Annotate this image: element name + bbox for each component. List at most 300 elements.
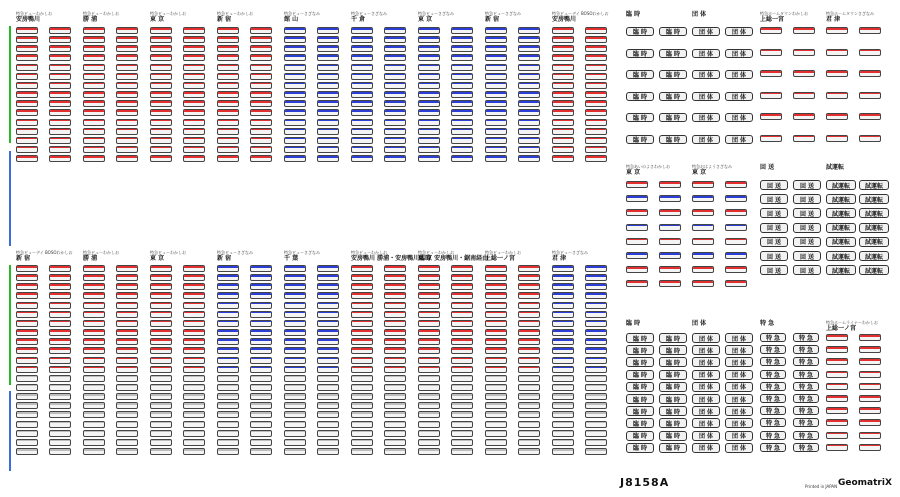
- destination-sticker: [451, 347, 473, 354]
- column-header-destination: 安房鴨川 勝浦・安房鴨川臨時: [351, 255, 432, 262]
- destination-sticker: [384, 439, 406, 446]
- destination-sticker: [284, 411, 306, 418]
- sticker-color-stripe: [184, 28, 204, 30]
- sticker-color-stripe: [251, 129, 271, 131]
- destination-sticker: [183, 128, 205, 135]
- destination-sticker: [760, 70, 782, 77]
- group-sticker: 団 体: [692, 345, 720, 355]
- destination-sticker: [250, 329, 272, 336]
- destination-sticker: [826, 358, 848, 365]
- destination-sticker: [859, 395, 881, 402]
- column-header-subtitle: 特急ビューさざなみ: [485, 11, 521, 16]
- destination-sticker: [859, 346, 881, 353]
- sticker-color-stripe: [586, 147, 606, 149]
- sticker-color-stripe: [419, 376, 439, 378]
- destination-sticker: [518, 155, 540, 162]
- sticker-color-stripe: [586, 303, 606, 305]
- destination-sticker: [585, 265, 607, 272]
- destination-sticker: [384, 302, 406, 309]
- destination-sticker: [317, 100, 339, 107]
- destination-sticker: [552, 347, 574, 354]
- sticker-color-stripe: [519, 74, 539, 76]
- destination-sticker: [552, 421, 574, 428]
- destination-sticker: [150, 27, 172, 34]
- destination-sticker: [859, 432, 881, 439]
- destination-sticker: [585, 384, 607, 391]
- group-sticker: 団 体: [725, 443, 753, 453]
- destination-sticker: [250, 338, 272, 345]
- destination-sticker: [418, 357, 440, 364]
- destination-sticker: [16, 292, 38, 299]
- destination-sticker: [418, 439, 440, 446]
- destination-sticker: [451, 146, 473, 153]
- destination-sticker: [83, 54, 105, 61]
- special-header-destination: 特 急: [760, 320, 775, 327]
- group-marker-green: [9, 26, 11, 143]
- sticker-color-stripe: [84, 403, 104, 405]
- destination-sticker: [317, 329, 339, 336]
- test-run-sticker: 試運転: [859, 194, 889, 204]
- sticker-color-stripe: [452, 120, 472, 122]
- sticker-color-stripe: [285, 348, 305, 350]
- sticker-color-stripe: [151, 156, 171, 158]
- destination-sticker: [150, 73, 172, 80]
- sticker-color-stripe: [352, 138, 372, 140]
- sticker-color-stripe: [660, 182, 680, 184]
- destination-sticker: [83, 302, 105, 309]
- sticker-color-stripe: [318, 312, 338, 314]
- destination-sticker: [552, 265, 574, 272]
- destination-sticker: [250, 393, 272, 400]
- sticker-color-stripe: [117, 156, 137, 158]
- sticker-color-stripe: [860, 445, 880, 447]
- destination-sticker: [83, 82, 105, 89]
- sticker-color-stripe: [385, 284, 405, 286]
- destination-sticker: [485, 430, 507, 437]
- destination-sticker: [725, 209, 747, 216]
- destination-sticker: [793, 49, 815, 56]
- destination-sticker: [217, 100, 239, 107]
- sticker-color-stripe: [50, 55, 70, 57]
- destination-sticker: [183, 448, 205, 455]
- sticker-color-stripe: [251, 376, 271, 378]
- sticker-color-stripe: [184, 55, 204, 57]
- sticker-color-stripe: [860, 372, 880, 374]
- destination-sticker: [518, 91, 540, 98]
- destination-sticker: [692, 181, 714, 188]
- destination-sticker: [485, 439, 507, 446]
- special-sticker: 団 体: [725, 49, 753, 58]
- destination-sticker: [826, 419, 848, 426]
- column-header-subtitle: 特急ビューわかしお: [16, 11, 52, 16]
- charter-sticker: 臨 時: [659, 357, 687, 367]
- destination-sticker: [552, 430, 574, 437]
- deadhead-sticker: 回 送: [760, 208, 788, 218]
- sticker-color-stripe: [726, 196, 746, 198]
- destination-sticker: [217, 64, 239, 71]
- destination-sticker: [317, 91, 339, 98]
- sticker-color-stripe: [486, 449, 506, 451]
- destination-sticker: [518, 109, 540, 116]
- sticker-color-stripe: [553, 83, 573, 85]
- sticker-color-stripe: [251, 422, 271, 424]
- sticker-color-stripe: [285, 367, 305, 369]
- destination-sticker: [485, 375, 507, 382]
- sticker-color-stripe: [660, 196, 680, 198]
- destination-sticker: [116, 338, 138, 345]
- destination-sticker: [183, 64, 205, 71]
- sticker-color-stripe: [84, 449, 104, 451]
- destination-sticker: [49, 73, 71, 80]
- destination-sticker: [250, 36, 272, 43]
- sticker-color-stripe: [151, 284, 171, 286]
- destination-sticker: [116, 320, 138, 327]
- sticker-color-stripe: [586, 367, 606, 369]
- group-sticker: 団 体: [725, 345, 753, 355]
- destination-sticker: [49, 393, 71, 400]
- destination-sticker: [284, 329, 306, 336]
- special-sticker: 臨 時: [659, 70, 687, 79]
- sticker-color-stripe: [318, 74, 338, 76]
- test-run-sticker: 試運転: [859, 265, 889, 275]
- sticker-color-stripe: [117, 440, 137, 442]
- special-sticker: 団 体: [692, 113, 720, 122]
- destination-sticker: [485, 421, 507, 428]
- destination-sticker: [150, 82, 172, 89]
- destination-sticker: [451, 421, 473, 428]
- sticker-color-stripe: [385, 330, 405, 332]
- sticker-color-stripe: [827, 28, 847, 30]
- sticker-color-stripe: [17, 385, 37, 387]
- sticker-color-stripe: [251, 55, 271, 57]
- sticker-color-stripe: [860, 93, 880, 95]
- destination-sticker: [859, 113, 881, 120]
- test-run-sticker: 試運転: [826, 180, 856, 190]
- sticker-color-stripe: [627, 225, 647, 227]
- sticker-color-stripe: [352, 110, 372, 112]
- sticker-color-stripe: [84, 321, 104, 323]
- destination-sticker: [83, 393, 105, 400]
- destination-sticker: [626, 266, 648, 273]
- destination-sticker: [725, 252, 747, 259]
- sticker-color-stripe: [184, 147, 204, 149]
- destination-sticker: [284, 119, 306, 126]
- destination-sticker: [552, 439, 574, 446]
- sticker-color-stripe: [419, 339, 439, 341]
- sticker-color-stripe: [84, 101, 104, 103]
- sticker-color-stripe: [84, 431, 104, 433]
- destination-sticker: [116, 357, 138, 364]
- destination-sticker: [49, 366, 71, 373]
- destination-sticker: [384, 375, 406, 382]
- destination-sticker: [150, 393, 172, 400]
- column-header: [485, 11, 521, 23]
- destination-sticker: [16, 357, 38, 364]
- sticker-color-stripe: [452, 412, 472, 414]
- sticker-color-stripe: [218, 431, 238, 433]
- sticker-color-stripe: [519, 55, 539, 57]
- special-sticker: 団 体: [692, 27, 720, 36]
- sticker-color-stripe: [84, 120, 104, 122]
- test-run-sticker: 試運転: [859, 251, 889, 261]
- destination-sticker: [725, 280, 747, 287]
- sticker-color-stripe: [84, 440, 104, 442]
- destination-sticker: [284, 64, 306, 71]
- destination-sticker: [16, 421, 38, 428]
- sticker-color-stripe: [318, 293, 338, 295]
- destination-sticker: [49, 375, 71, 382]
- destination-sticker: [16, 375, 38, 382]
- destination-sticker: [150, 36, 172, 43]
- destination-sticker: [116, 302, 138, 309]
- destination-sticker: [859, 27, 881, 34]
- test-run-sticker: 試運転: [826, 208, 856, 218]
- sticker-color-stripe: [627, 239, 647, 241]
- sticker-color-stripe: [726, 210, 746, 212]
- sticker-color-stripe: [50, 312, 70, 314]
- express-sticker: 特 急: [760, 345, 786, 354]
- sticker-color-stripe: [218, 412, 238, 414]
- destination-sticker: [384, 100, 406, 107]
- destination-sticker: [485, 155, 507, 162]
- sticker-color-stripe: [117, 394, 137, 396]
- sticker-color-stripe: [419, 147, 439, 149]
- sticker-color-stripe: [486, 422, 506, 424]
- destination-sticker: [384, 338, 406, 345]
- sticker-color-stripe: [519, 422, 539, 424]
- sticker-color-stripe: [352, 37, 372, 39]
- destination-sticker: [183, 357, 205, 364]
- destination-sticker: [284, 109, 306, 116]
- destination-sticker: [49, 347, 71, 354]
- sticker-color-stripe: [251, 275, 271, 277]
- destination-sticker: [49, 54, 71, 61]
- destination-sticker: [150, 109, 172, 116]
- destination-sticker: [859, 371, 881, 378]
- deadhead-sticker: 回 送: [760, 194, 788, 204]
- destination-sticker: [351, 384, 373, 391]
- destination-sticker: [585, 402, 607, 409]
- destination-sticker: [384, 155, 406, 162]
- destination-sticker: [552, 283, 574, 290]
- destination-sticker: [725, 181, 747, 188]
- destination-sticker: [116, 128, 138, 135]
- destination-sticker: [183, 393, 205, 400]
- destination-sticker: [384, 393, 406, 400]
- column-header-subtitle: 特急ビューさざなみ: [351, 11, 387, 16]
- destination-sticker: [83, 311, 105, 318]
- sticker-color-stripe: [285, 339, 305, 341]
- sticker-color-stripe: [693, 182, 713, 184]
- sticker-color-stripe: [385, 412, 405, 414]
- destination-sticker: [284, 27, 306, 34]
- sticker-color-stripe: [117, 358, 137, 360]
- special-header-destination: 東 京: [692, 169, 707, 176]
- group-sticker: 団 体: [725, 406, 753, 416]
- sticker-color-stripe: [519, 147, 539, 149]
- destination-sticker: [351, 302, 373, 309]
- sticker-color-stripe: [251, 101, 271, 103]
- destination-sticker: [317, 448, 339, 455]
- sticker-color-stripe: [586, 129, 606, 131]
- destination-sticker: [351, 338, 373, 345]
- destination-sticker: [485, 302, 507, 309]
- sticker-color-stripe: [285, 422, 305, 424]
- sticker-color-stripe: [117, 275, 137, 277]
- destination-sticker: [451, 338, 473, 345]
- destination-sticker: [793, 113, 815, 120]
- sticker-color-stripe: [285, 65, 305, 67]
- charter-sticker: 臨 時: [626, 394, 654, 404]
- destination-sticker: [317, 302, 339, 309]
- destination-sticker: [217, 320, 239, 327]
- column-header-subtitle: 特急ビューわかしお: [150, 11, 186, 16]
- sticker-color-stripe: [17, 101, 37, 103]
- group-marker-green: [9, 265, 11, 385]
- sticker-color-stripe: [519, 303, 539, 305]
- sticker-color-stripe: [50, 92, 70, 94]
- destination-sticker: [552, 338, 574, 345]
- destination-sticker: [150, 302, 172, 309]
- sticker-color-stripe: [84, 412, 104, 414]
- sticker-color-stripe: [627, 196, 647, 198]
- sticker-color-stripe: [84, 312, 104, 314]
- sticker-color-stripe: [84, 156, 104, 158]
- destination-sticker: [351, 375, 373, 382]
- destination-sticker: [116, 411, 138, 418]
- destination-sticker: [250, 137, 272, 144]
- sticker-color-stripe: [553, 92, 573, 94]
- destination-sticker: [116, 91, 138, 98]
- sticker-color-stripe: [553, 339, 573, 341]
- destination-sticker: [659, 209, 681, 216]
- sticker-color-stripe: [84, 129, 104, 131]
- destination-sticker: [485, 283, 507, 290]
- column-header-destination: 新 宿: [217, 16, 232, 23]
- sticker-color-stripe: [50, 293, 70, 295]
- destination-sticker: [826, 395, 848, 402]
- destination-sticker: [351, 320, 373, 327]
- column-header: [351, 11, 387, 23]
- column-header-subtitle: 特急ビューデイ BOSOわかしお: [16, 250, 73, 255]
- destination-sticker: [250, 375, 272, 382]
- column-header: [284, 11, 320, 23]
- sticker-color-stripe: [117, 348, 137, 350]
- sticker-color-stripe: [17, 147, 37, 149]
- sticker-color-stripe: [486, 129, 506, 131]
- destination-sticker: [284, 91, 306, 98]
- sticker-color-stripe: [553, 422, 573, 424]
- sticker-color-stripe: [218, 46, 238, 48]
- destination-sticker: [518, 82, 540, 89]
- sticker-color-stripe: [519, 394, 539, 396]
- special-header-subtitle: 特急あいのよさわかしお: [626, 164, 670, 169]
- sticker-color-stripe: [117, 284, 137, 286]
- sticker-color-stripe: [151, 431, 171, 433]
- destination-sticker: [351, 421, 373, 428]
- sticker-color-stripe: [84, 138, 104, 140]
- express-sticker: 特 急: [760, 431, 786, 440]
- column-header-destination: 東 京 安房鴨川・鋸南経由: [418, 255, 489, 262]
- destination-sticker: [150, 45, 172, 52]
- sticker-color-stripe: [251, 28, 271, 30]
- destination-sticker: [552, 448, 574, 455]
- sticker-color-stripe: [151, 101, 171, 103]
- destination-sticker: [725, 224, 747, 231]
- sticker-color-stripe: [860, 335, 880, 337]
- sticker-color-stripe: [184, 449, 204, 451]
- deadhead-sticker: 回 送: [793, 208, 821, 218]
- express-sticker: 特 急: [760, 406, 786, 415]
- sticker-color-stripe: [184, 110, 204, 112]
- sticker-color-stripe: [184, 312, 204, 314]
- destination-sticker: [284, 45, 306, 52]
- column-header-subtitle: 特急ビューさざなみ: [217, 250, 253, 255]
- sticker-color-stripe: [218, 403, 238, 405]
- sticker-color-stripe: [84, 65, 104, 67]
- destination-sticker: [692, 209, 714, 216]
- sticker-color-stripe: [553, 37, 573, 39]
- sticker-color-stripe: [827, 71, 847, 73]
- sticker-color-stripe: [50, 110, 70, 112]
- sticker-color-stripe: [318, 422, 338, 424]
- deadhead-sticker: 回 送: [793, 194, 821, 204]
- destination-sticker: [217, 375, 239, 382]
- sticker-color-stripe: [586, 348, 606, 350]
- destination-sticker: [418, 274, 440, 281]
- sticker-color-stripe: [452, 303, 472, 305]
- sticker-color-stripe: [251, 293, 271, 295]
- destination-sticker: [384, 357, 406, 364]
- sticker-color-stripe: [117, 422, 137, 424]
- sticker-color-stripe: [50, 156, 70, 158]
- destination-sticker: [83, 265, 105, 272]
- destination-sticker: [418, 54, 440, 61]
- destination-sticker: [317, 347, 339, 354]
- sticker-color-stripe: [385, 321, 405, 323]
- sticker-color-stripe: [486, 138, 506, 140]
- destination-sticker: [49, 45, 71, 52]
- destination-sticker: [49, 384, 71, 391]
- sticker-color-stripe: [827, 408, 847, 410]
- sticker-color-stripe: [352, 412, 372, 414]
- sticker-color-stripe: [17, 303, 37, 305]
- destination-sticker: [217, 448, 239, 455]
- destination-sticker: [183, 155, 205, 162]
- sticker-color-stripe: [519, 321, 539, 323]
- special-sticker: 団 体: [692, 135, 720, 144]
- destination-sticker: [418, 411, 440, 418]
- express-sticker: 特 急: [793, 370, 819, 379]
- sticker-color-stripe: [586, 321, 606, 323]
- destination-sticker: [418, 36, 440, 43]
- sticker-color-stripe: [519, 403, 539, 405]
- sticker-color-stripe: [50, 284, 70, 286]
- destination-sticker: [626, 181, 648, 188]
- destination-sticker: [384, 137, 406, 144]
- sticker-color-stripe: [218, 120, 238, 122]
- destination-sticker: [217, 439, 239, 446]
- sticker-color-stripe: [285, 101, 305, 103]
- destination-sticker: [49, 283, 71, 290]
- destination-sticker: [183, 45, 205, 52]
- sticker-color-stripe: [419, 312, 439, 314]
- sticker-color-stripe: [17, 83, 37, 85]
- special-header-destination: 回 送: [760, 164, 775, 171]
- destination-sticker: [585, 411, 607, 418]
- destination-sticker: [518, 393, 540, 400]
- destination-sticker: [518, 119, 540, 126]
